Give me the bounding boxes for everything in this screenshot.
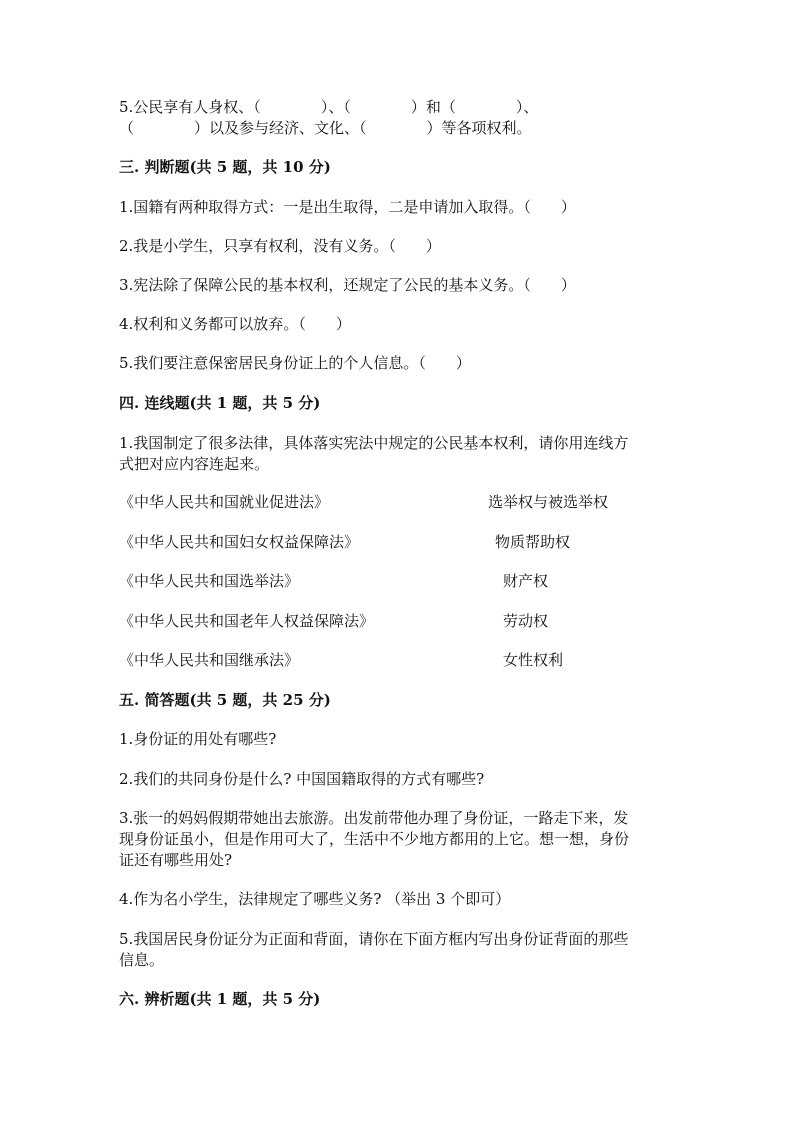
- matching-question-line1: 1.我国制定了很多法律，具体落实宪法中规定的公民基本权利，请你用连线方: [119, 434, 629, 452]
- matching-left-item-2: 《中华人民共和国妇女权益保障法》: [119, 533, 360, 551]
- matching-right-item-2: 物质帮助权: [495, 533, 571, 551]
- judgement-item-4: 4.权利和义务都可以放弃。（ ）: [119, 315, 351, 333]
- short-answer-q3-line1: 3.张一的妈妈假期带她出去旅游。出发前带他办理了身份证，一路走下来，发: [119, 809, 629, 827]
- section-heading-analysis: 六. 辨析题(共 1 题，共 5 分): [119, 990, 321, 1008]
- fill-question-5-line2: （ ）以及参与经济、文化、（ ）等各项权利。: [119, 119, 532, 137]
- judgement-item-5: 5.我们要注意保密居民身份证上的个人信息。（ ）: [119, 354, 471, 372]
- fill-question-5-line1: 5.公民享有人身权、（ ）、（ ）和（ ）、: [119, 98, 539, 116]
- matching-right-item-4: 劳动权: [503, 612, 549, 630]
- short-answer-q3-line3: 证还有哪些用处?: [119, 851, 233, 869]
- short-answer-q5-line1: 5.我国居民身份证分为正面和背面，请你在下面方框内写出身份证背面的那些: [119, 930, 629, 948]
- section-heading-judgement: 三. 判断题(共 5 题，共 10 分): [119, 158, 331, 176]
- short-answer-q4: 4.作为名小学生，法律规定了哪些义务? （举出 3 个即可）: [119, 890, 511, 908]
- matching-left-item-1: 《中华人民共和国就业促进法》: [119, 493, 330, 511]
- matching-question-line2: 式把对应内容连起来。: [119, 455, 270, 473]
- matching-right-item-1: 选举权与被选举权: [488, 493, 609, 511]
- short-answer-q2: 2.我们的共同身份是什么? 中国国籍取得的方式有哪些?: [119, 770, 485, 788]
- judgement-item-3: 3.宪法除了保障公民的基本权利，还规定了公民的基本义务。（ ）: [119, 276, 576, 294]
- matching-left-item-4: 《中华人民共和国老年人权益保障法》: [119, 612, 375, 630]
- matching-right-item-5: 女性权利: [503, 651, 564, 669]
- judgement-item-2: 2.我是小学生，只享有权利，没有义务。（ ）: [119, 237, 441, 255]
- matching-left-item-3: 《中华人民共和国选举法》: [119, 572, 300, 590]
- matching-right-item-3: 财产权: [503, 572, 549, 590]
- section-heading-matching: 四. 连线题(共 1 题，共 5 分): [119, 394, 321, 412]
- judgement-item-1: 1.国籍有两种取得方式：一是出生取得，二是申请加入取得。（ ）: [119, 198, 576, 216]
- short-answer-q5-line2: 信息。: [119, 951, 165, 969]
- matching-left-item-5: 《中华人民共和国继承法》: [119, 651, 300, 669]
- short-answer-q1: 1.身份证的用处有哪些?: [119, 730, 277, 748]
- section-heading-short-answer: 五. 简答题(共 5 题，共 25 分): [119, 691, 331, 709]
- short-answer-q3-line2: 现身份证虽小，但是作用可大了，生活中不少地方都用的上它。想一想，身份: [119, 830, 630, 848]
